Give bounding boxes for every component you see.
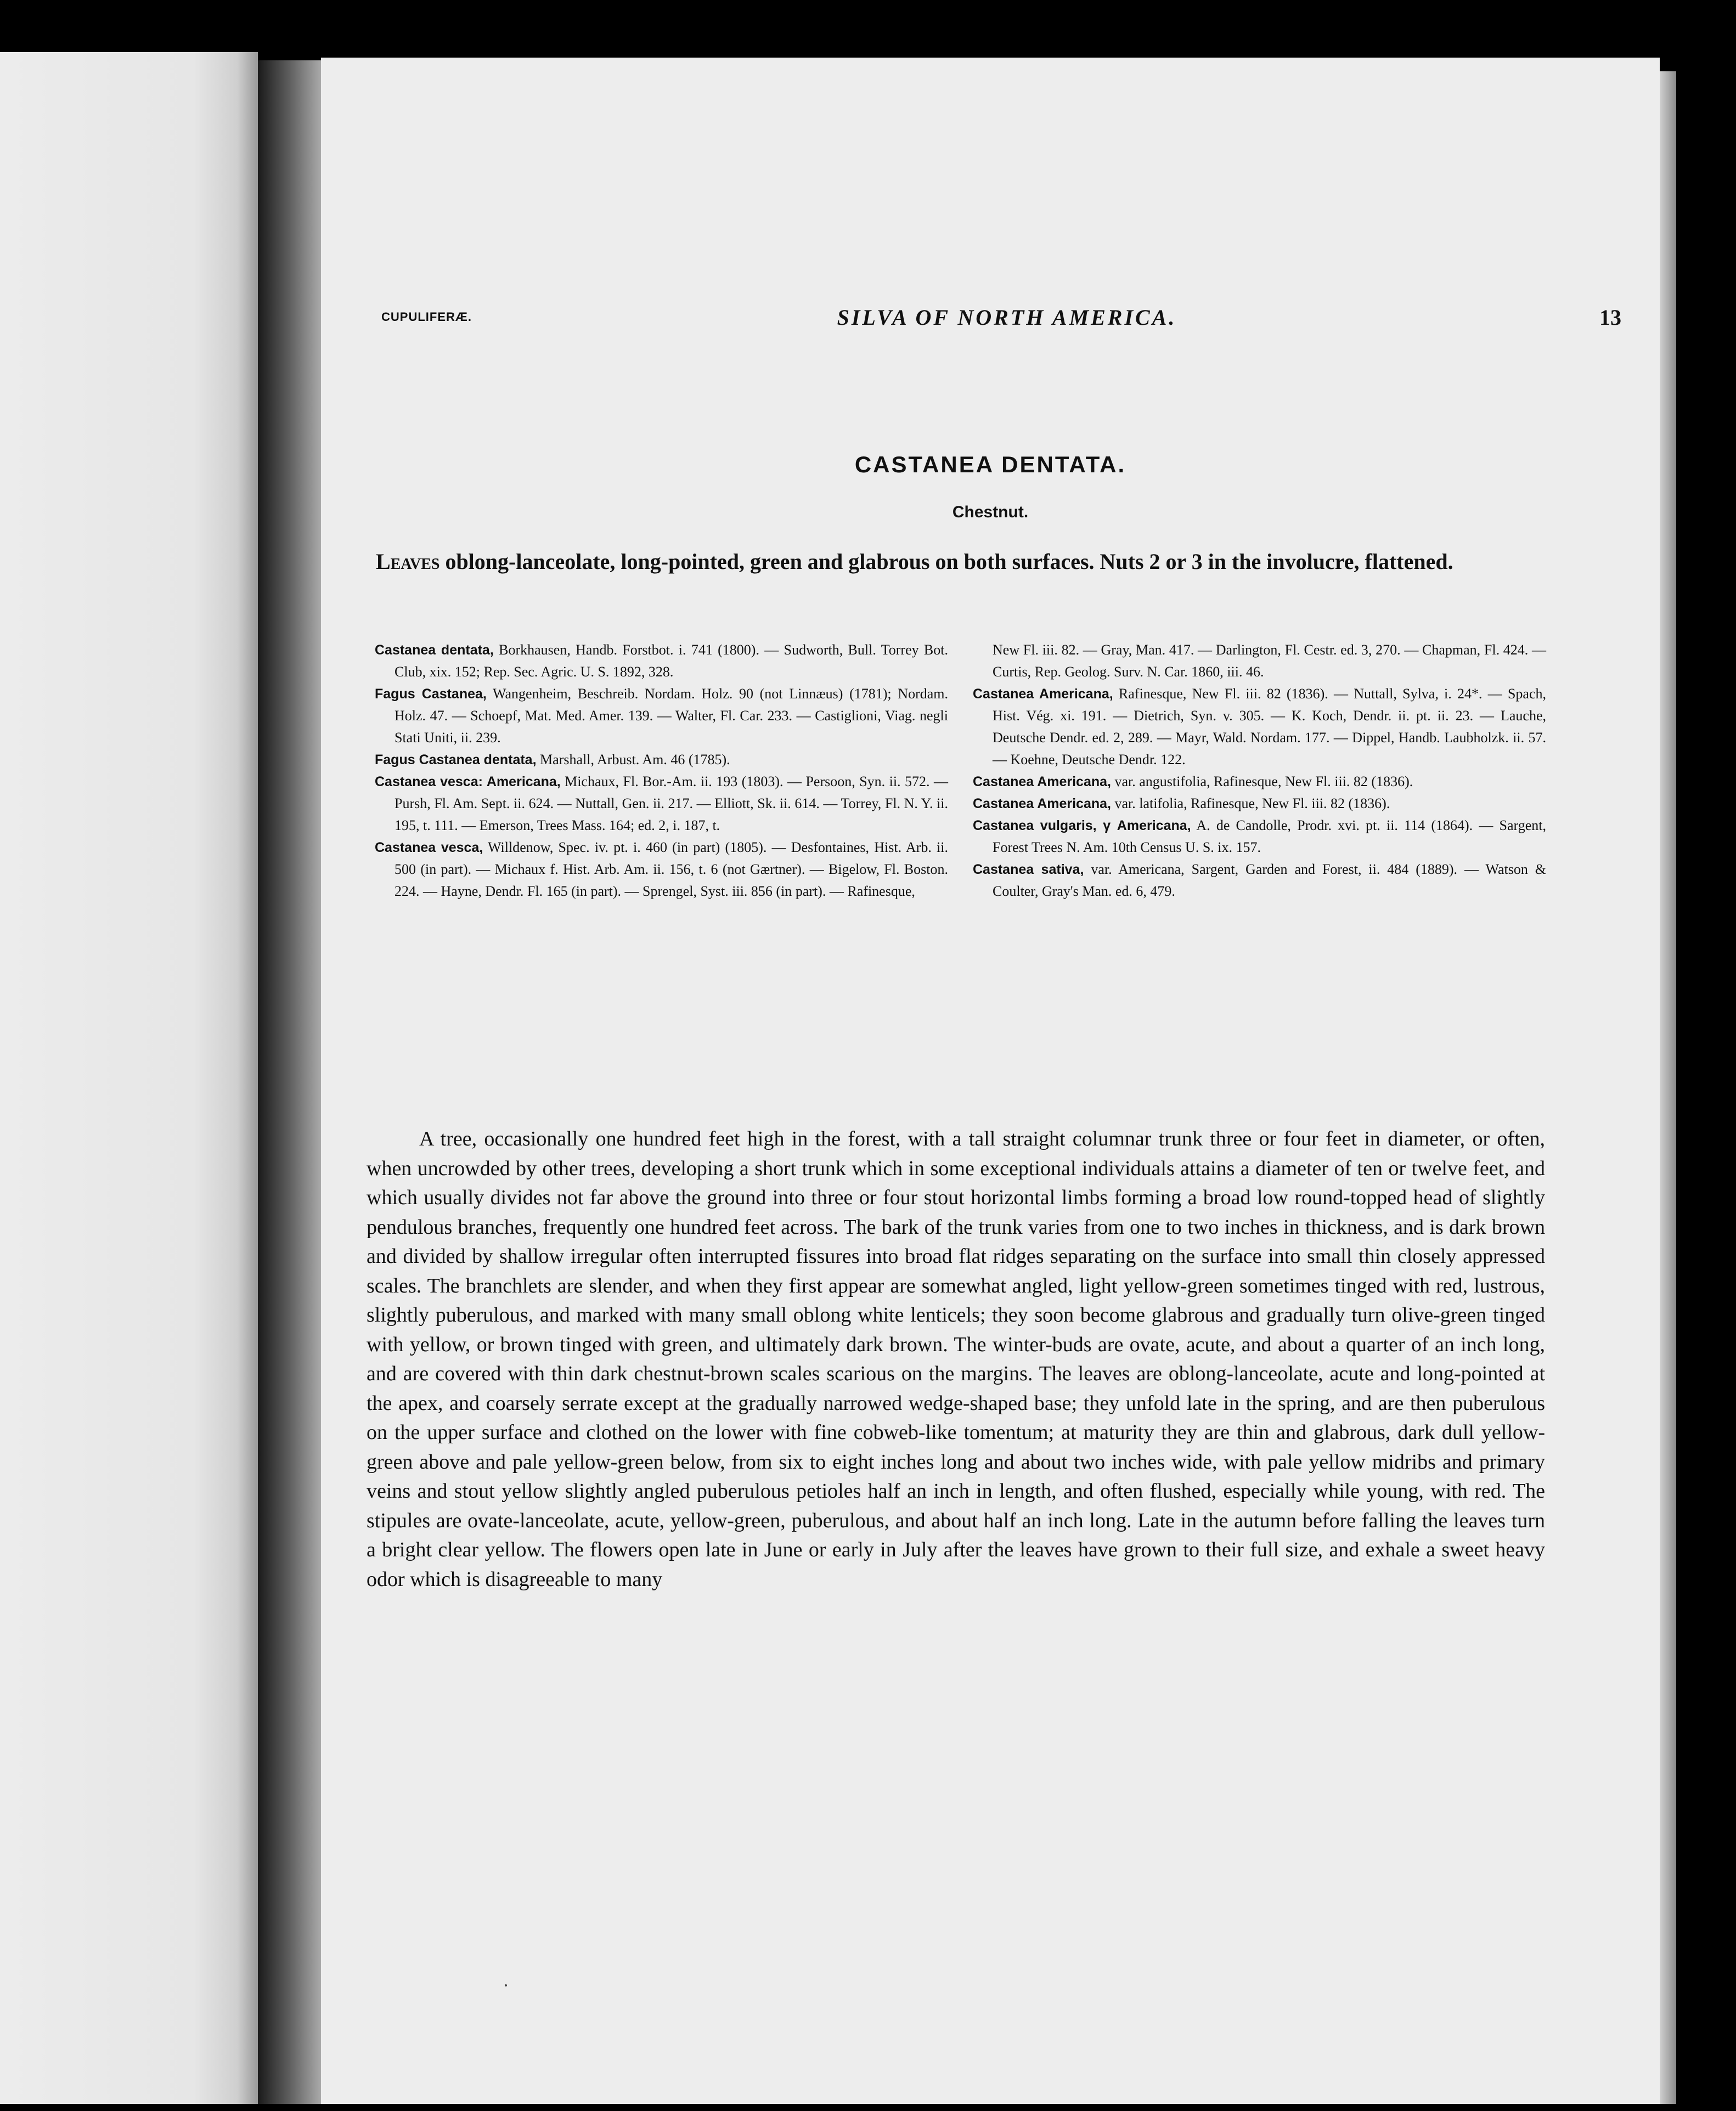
synonym-citation: var. Americana, Sargent, Garden and Forest, ii. 484 (1889). — Watson & Coulter, Gray's Man. ed. 6, 479. xyxy=(993,861,1546,899)
synonym-citation: Borkhausen, Handb. Forstbot. i. 741 (1800). — Sudworth, Bull. Torrey Bot. Club, xix. 152; Rep. Sec. Agric. U. S. 1892, 328. xyxy=(394,642,948,680)
synonymy-entry xyxy=(973,815,1546,859)
synonym-citation: var. latifolia, Rafinesque, New Fl. iii. 82 (1836). xyxy=(1111,795,1390,811)
synonym-citation: New Fl. iii. 82. — Gray, Man. 417. — Darlington, Fl. Cestr. ed. 3, 270. — Chapman, Fl. 424. — Curtis, Rep. Geolog. Surv. N. Car. 1860, iii. 46. xyxy=(993,642,1546,680)
book-gutter xyxy=(258,60,324,2104)
synonym-citation: Rafinesque, New Fl. iii. 82 (1836). — Nuttall, Sylva, i. 24*. — Spach, Hist. Vég. xi. 191. — Dietrich, Syn. v. 305. — K. Koch, Dendr. ii. pt. ii. 23. — Lauche, Deutsche Dendr. ed. 2, 289. — Mayr, Wald. Nordam. 177. — Dippel, Handb. Laubholzk. ii. 57. — Koehne, Deutsche Dendr. 122. xyxy=(993,686,1546,767)
synonym-citation: var. angustifolia, Rafinesque, New Fl. iii. 82 (1836). xyxy=(1111,774,1413,789)
synonymy-entry xyxy=(375,639,948,683)
synonymy-entry xyxy=(375,749,948,771)
synonym-name: Castanea dentata, xyxy=(375,642,494,658)
synonymy-entry xyxy=(973,639,1546,683)
species-diagnosis xyxy=(376,549,1542,575)
synonym-citation: Michaux, Fl. Bor.-Am. ii. 193 (1803). — Persoon, Syn. ii. 572. — Pursh, Fl. Am. Sept. ii. 624. — Nuttall, Gen. ii. 217. — Elliott, Sk. ii. 614. — Torrey, Fl. N. Y. ii. 195, t. 111. — Emerson, Trees Mass. 164; ed. 2, i. 187, t. xyxy=(394,774,948,833)
synonym-name: Fagus Castanea, xyxy=(375,686,487,702)
synonym-name: Castanea sativa, xyxy=(973,862,1084,877)
book-page xyxy=(321,58,1660,2104)
synonym-citation: Wangenheim, Beschreib. Nordam. Holz. 90 (not Linnæus) (1781); Nordam. Holz. 47. — Schoepf, Mat. Med. Amer. 139. — Walter, Fl. Car. 233. — Castiglioni, Viag. negli Stati Uniti, ii. 239. xyxy=(394,686,948,746)
synonym-name: Castanea Americana, xyxy=(973,774,1111,789)
synonym-citation: Willdenow, Spec. iv. pt. i. 460 (in part) (1805). — Desfontaines, Hist. Arb. ii. 500 (in part). — Michaux f. Hist. Arb. Am. ii. 156, t. 6 (not Gærtner). — Bigelow, Fl. Boston. 224. — Hayne, Dendr. Fl. 165 (in part). — Sprengel, Syst. iii. 856 (in part). — Rafinesque, xyxy=(394,839,948,899)
common-name: Chestnut. xyxy=(952,503,1029,521)
synonymy-entry xyxy=(375,771,948,837)
section-name: CUPULIFERÆ. xyxy=(381,310,472,324)
synonym-name: Castanea Americana, xyxy=(973,686,1113,702)
synonymy-entry xyxy=(973,793,1546,815)
synonymy-entry xyxy=(375,837,948,902)
speck xyxy=(505,1984,507,1986)
synonym-name: Castanea vesca, xyxy=(375,840,483,855)
diagnosis-text: oblong-lanceolate, long-pointed, green and glabrous on both surfaces. Nuts 2 or 3 in the involucre, flattened. xyxy=(439,549,1453,574)
synonym-name: Fagus Castanea dentata, xyxy=(375,752,537,767)
synonymy-entry xyxy=(973,859,1546,902)
synonym-citation: A. de Candolle, Prodr. xvi. pt. ii. 114 (1864). — Sargent, Forest Trees N. Am. 10th Census U. S. ix. 157. xyxy=(993,817,1546,855)
synonymy-entry xyxy=(973,683,1546,771)
species-description: A tree, occasionally one hundred feet high in the forest, with a tall straight columnar trunk three or four feet in diameter, or often, when uncrowded by other trees, developing a short trunk which in some exceptional individuals attains a diameter of ten or twelve feet, and which usually divides not far above the ground into three or four stout horizontal limbs forming a broad low round-topped head of slightly pendulous branches, frequently one hundred feet across. The bark of the trunk varies from one to two inches in thickness, and is dark brown and divided by shallow irregular often interrupted fissures into broad flat ridges separating on the surface into small thin closely appressed scales. The branchlets are slender, and when they first appear are somewhat angled, light yellow-green sometimes tinged with red, lustrous, slightly puberulous, and marked with many small oblong white lenticels; they soon become glabrous and gradually turn olive-green tinged with yellow, or brown tinged with green, and ultimately dark brown. The winter-buds are ovate, acute, and about a quarter of an inch long, and are covered with thin dark chestnut-brown scales scarious on the margins. The leaves are oblong-lanceolate, acute and long-pointed at the apex, and coarsely serrate except at the gradually narrowed wedge-shaped base; they unfold late in the spring, and are then puberulous on the upper surface and clothed on the lower with fine cobweb-like tomentum; at maturity they are thin and glabrous, dark dull yellow-green above and pale yellow-green below, from six to eight inches long and about two inches wide, with pale yellow midribs and primary veins and stout yellow slightly angled puberulous petioles half an inch in length, and often flushed, especially while young, with red. The stipules are ovate-lanceolate, acute, yellow-green, puberulous, and about half an inch long. Late in the autumn before falling the leaves turn a bright clear yellow. The flowers open late in June or early in July after the leaves have grown to their full size, and exhale a sweet heavy odor which is disagreeable to many xyxy=(367,1127,1545,1591)
running-head xyxy=(381,304,1632,337)
species-title: CASTANEA DENTATA. xyxy=(854,451,1126,477)
page-number: 13 xyxy=(1599,305,1621,330)
synonymy-left-column xyxy=(375,639,948,902)
synonymy xyxy=(375,639,1546,902)
synonym-name: Castanea Americana, xyxy=(973,796,1111,811)
synonymy-entry xyxy=(973,771,1546,793)
facing-page xyxy=(0,52,258,2104)
diagnosis-lead: Leaves xyxy=(376,549,440,574)
book-title: SILVA OF NORTH AMERICA. xyxy=(837,305,1177,330)
synonym-citation: Marshall, Arbust. Am. 46 (1785). xyxy=(536,752,730,767)
synonym-name: Castanea vulgaris, γ Americana, xyxy=(973,818,1191,833)
synonymy-right-column xyxy=(973,639,1546,902)
page-edge xyxy=(1660,71,1676,2104)
synonym-name: Castanea vesca: Americana, xyxy=(375,774,561,789)
synonymy-entry xyxy=(375,683,948,749)
